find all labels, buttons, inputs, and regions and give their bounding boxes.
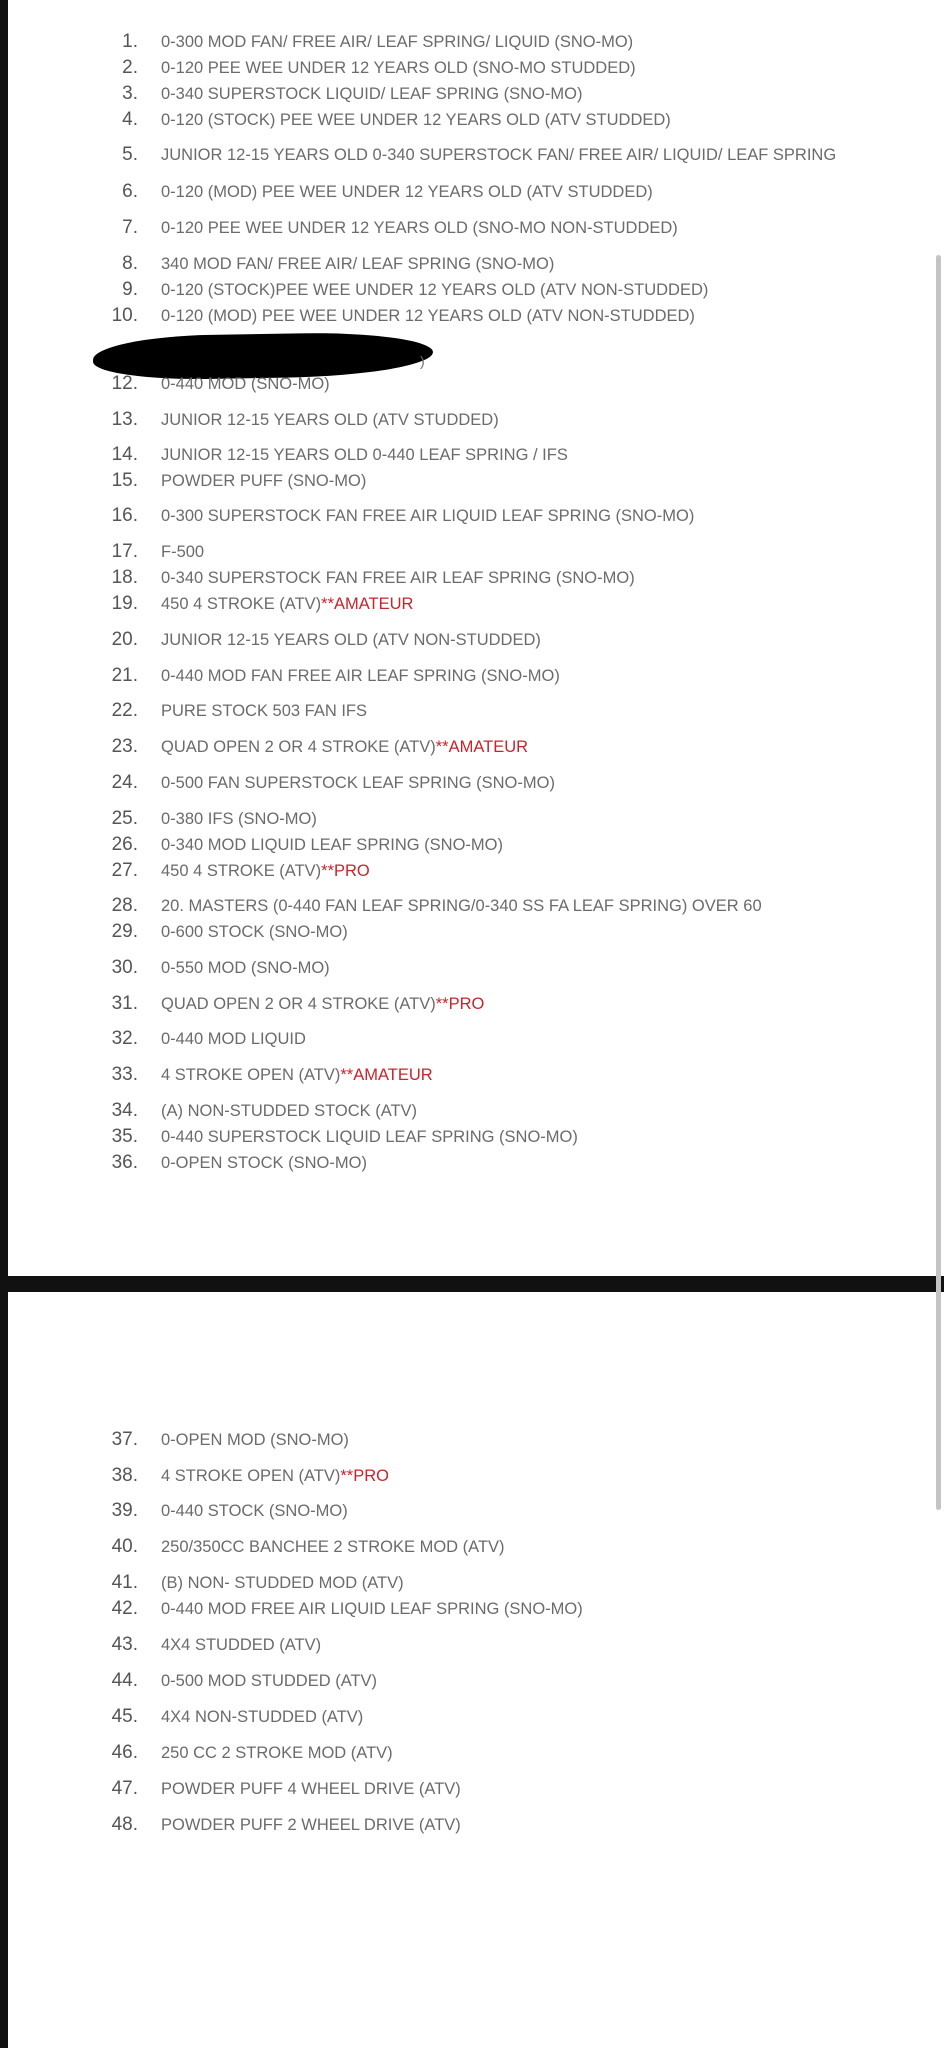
item-text <box>161 503 694 529</box>
item-number: 15. <box>111 470 138 491</box>
list-item <box>8 1498 944 1524</box>
item-number: 9. <box>122 279 138 300</box>
item-label: 340 MOD FAN/ FREE AIR/ LEAF SPRING (SNO-MO) <box>161 255 555 273</box>
item-text <box>161 1740 393 1766</box>
item-number: 34. <box>111 1100 138 1121</box>
item-label: POWDER PUFF (SNO-MO) <box>161 472 367 490</box>
list-item <box>8 442 944 468</box>
item-number: 29. <box>111 921 138 942</box>
list-item <box>8 142 944 168</box>
item-number: 45. <box>111 1706 138 1727</box>
list-item <box>8 1124 944 1150</box>
item-number: 2. <box>122 57 138 78</box>
list-item <box>8 371 944 397</box>
item-label: 0-120 (STOCK) PEE WEE UNDER 12 YEARS OLD (ATV STUDDED) <box>161 111 671 129</box>
division-tag: **AMATEUR <box>321 595 414 613</box>
list-item <box>8 539 944 565</box>
item-label: 250 CC 2 STROKE MOD (ATV) <box>161 1744 393 1762</box>
list-item <box>8 734 944 760</box>
left-border <box>0 0 8 2048</box>
item-text <box>161 1812 461 1838</box>
item-text <box>161 1596 583 1622</box>
item-label: 0-300 MOD FAN/ FREE AIR/ LEAF SPRING/ LIQUID (SNO-MO) <box>161 33 634 51</box>
item-label: 0-300 SUPERSTOCK FAN FREE AIR LIQUID LEAF SPRING (SNO-MO) <box>161 507 695 525</box>
item-text <box>161 371 330 397</box>
item-label: 0-120 PEE WEE UNDER 12 YEARS OLD (SNO-MO STUDDED) <box>161 59 636 77</box>
item-label: 0-120 PEE WEE UNDER 12 YEARS OLD (SNO-MO NON-STUDDED) <box>161 219 678 237</box>
item-text <box>161 1098 417 1124</box>
list-item <box>8 1026 944 1052</box>
item-number: 18. <box>111 567 138 588</box>
item-label: (A) NON-STUDDED STOCK (ATV) <box>161 1102 418 1120</box>
item-text <box>161 1498 348 1524</box>
item-text <box>161 1463 389 1489</box>
item-text <box>161 627 541 653</box>
item-label: 0-500 FAN SUPERSTOCK LEAF SPRING (SNO-MO) <box>161 774 555 792</box>
list-item <box>8 407 944 433</box>
item-text <box>161 442 568 468</box>
list-item <box>8 1098 944 1124</box>
list-item <box>8 770 944 796</box>
item-text <box>161 1570 404 1596</box>
item-text <box>161 1427 349 1453</box>
scrollbar-thumb[interactable] <box>936 255 941 1510</box>
item-text <box>161 893 762 919</box>
item-number: 10. <box>111 305 138 326</box>
item-label: 0-440 MOD LIQUID <box>161 1030 306 1048</box>
item-label: PURE STOCK 503 FAN IFS <box>161 702 368 720</box>
item-number: 40. <box>111 1536 138 1557</box>
list-item <box>8 81 944 107</box>
item-label: F-500 <box>161 543 205 561</box>
list-item <box>8 215 944 241</box>
item-number: 6. <box>122 181 138 202</box>
item-number: 48. <box>111 1814 138 1835</box>
item-label: 4 STROKE OPEN (ATV) <box>161 1066 341 1084</box>
item-text <box>161 565 635 591</box>
item-number: 42. <box>111 1598 138 1619</box>
item-text <box>161 1776 461 1802</box>
item-text <box>161 29 633 55</box>
item-text <box>161 1150 367 1176</box>
list-item <box>8 806 944 832</box>
item-number: 47. <box>111 1778 138 1799</box>
item-text <box>161 770 555 796</box>
list-item <box>8 919 944 945</box>
item-number: 16. <box>111 505 138 526</box>
division-tag: **AMATEUR <box>340 1066 433 1084</box>
item-text <box>161 539 204 565</box>
item-number: 30. <box>111 957 138 978</box>
item-number: 36. <box>111 1152 138 1173</box>
item-label: 0-550 MOD (SNO-MO) <box>161 959 330 977</box>
item-label: 0-340 SUPERSTOCK LIQUID/ LEAF SPRING (SNO-MO) <box>161 85 583 103</box>
item-text <box>161 107 671 133</box>
list-item <box>8 1427 944 1453</box>
item-label: 20. MASTERS (0-440 FAN LEAF SPRING/0-340 SS FA LEAF SPRING) OVER 60 <box>161 897 762 915</box>
list-item <box>8 1776 944 1802</box>
list-item <box>8 277 944 303</box>
item-text <box>161 663 560 689</box>
item-label: 0-380 IFS (SNO-MO) <box>161 810 317 828</box>
list-item <box>8 55 944 81</box>
item-text <box>161 303 695 329</box>
item-number: 21. <box>111 665 138 686</box>
list-item <box>8 503 944 529</box>
item-number: 5. <box>122 144 138 165</box>
item-number: 46. <box>111 1742 138 1763</box>
list-item <box>8 107 944 133</box>
item-label: QUAD OPEN 2 OR 4 STROKE (ATV) <box>161 738 436 756</box>
item-text <box>161 858 370 884</box>
item-number: 13. <box>111 409 138 430</box>
item-label: 0-120 (STOCK)PEE WEE UNDER 12 YEARS OLD (ATV NON-STUDDED) <box>161 281 709 299</box>
item-number: 28. <box>111 895 138 916</box>
item-text <box>161 142 836 168</box>
item-text <box>161 1026 306 1052</box>
item-number: 7. <box>122 217 138 238</box>
list-item <box>8 591 944 617</box>
item-number: 43. <box>111 1634 138 1655</box>
division-tag: **PRO <box>435 995 485 1013</box>
item-number: 23. <box>111 736 138 757</box>
item-number: 41. <box>111 1572 138 1593</box>
item-label: JUNIOR 12-15 YEARS OLD (ATV STUDDED) <box>161 411 499 429</box>
item-number: 12. <box>111 373 138 394</box>
list-item <box>8 303 944 329</box>
item-text <box>161 215 678 241</box>
list-item <box>8 1740 944 1766</box>
list-item <box>8 251 944 277</box>
item-text <box>161 734 528 760</box>
item-label: 4X4 STUDDED (ATV) <box>161 1636 322 1654</box>
item-number: 14. <box>111 444 138 465</box>
division-tag: **AMATEUR <box>435 738 529 756</box>
item-label: (B) NON- STUDDED MOD (ATV) <box>161 1574 404 1592</box>
item-label: JUNIOR 12-15 YEARS OLD 0-440 LEAF SPRING / IFS <box>161 446 568 464</box>
item-label: 0-440 MOD (SNO-MO) <box>161 375 330 393</box>
item-label: 0-440 SUPERSTOCK LIQUID LEAF SPRING (SNO-MO) <box>161 1128 578 1146</box>
list-item <box>8 1668 944 1694</box>
item-label: 0-120 (MOD) PEE WEE UNDER 12 YEARS OLD (ATV NON-STUDDED) <box>161 307 695 325</box>
item-number: 35. <box>111 1126 138 1147</box>
item-number: 20. <box>111 629 138 650</box>
list-item <box>8 858 944 884</box>
list-item <box>8 663 944 689</box>
item-number: 24. <box>111 772 138 793</box>
list-item <box>8 1704 944 1730</box>
item-text <box>161 277 708 303</box>
document-page-1 <box>8 0 944 1276</box>
item-label: 450 4 STROKE (ATV) <box>161 862 322 880</box>
item-label: 250/350CC BANCHEE 2 STROKE MOD (ATV) <box>161 1538 505 1556</box>
item-number: 17. <box>111 541 138 562</box>
item-number: 22. <box>111 700 138 721</box>
list-item <box>8 1596 944 1622</box>
item-text <box>161 1632 321 1658</box>
item-number: 33. <box>111 1064 138 1085</box>
item-label: 0-440 MOD FREE AIR LIQUID LEAF SPRING (SNO-MO) <box>161 1600 583 1618</box>
list-item <box>8 1812 944 1838</box>
item-number: 4. <box>122 109 138 130</box>
page-divider <box>0 1276 944 1292</box>
list-item <box>8 468 944 494</box>
item-label: JUNIOR 12-15 YEARS OLD 0-340 SUPERSTOCK FAN/ FREE AIR/ LIQUID/ LEAF SPRING <box>161 146 837 164</box>
item-label: 450 4 STROKE (ATV) <box>161 595 322 613</box>
item-label: 4X4 NON-STUDDED (ATV) <box>161 1708 364 1726</box>
item-text <box>161 468 366 494</box>
document-page-2 <box>8 1292 944 2048</box>
item-number: 26. <box>111 834 138 855</box>
item-label: 0-340 MOD LIQUID LEAF SPRING (SNO-MO) <box>161 836 503 854</box>
item-label: 0-OPEN STOCK (SNO-MO) <box>161 1154 367 1172</box>
item-label: JUNIOR 12-15 YEARS OLD (ATV NON-STUDDED) <box>161 631 541 649</box>
item-label: 4 STROKE OPEN (ATV) <box>161 1467 341 1485</box>
item-number: 25. <box>111 808 138 829</box>
redaction-tail-text: ) <box>420 353 425 369</box>
item-number: 32. <box>111 1028 138 1049</box>
item-text <box>161 81 582 107</box>
list-item <box>8 1632 944 1658</box>
item-label: 0-600 STOCK (SNO-MO) <box>161 923 348 941</box>
division-tag: **PRO <box>321 862 370 880</box>
item-number: 8. <box>122 253 138 274</box>
item-label: 0-440 STOCK (SNO-MO) <box>161 1502 348 1520</box>
item-label: QUAD OPEN 2 OR 4 STROKE (ATV) <box>161 995 436 1013</box>
item-label: POWDER PUFF 4 WHEEL DRIVE (ATV) <box>161 1780 461 1798</box>
list-item <box>8 893 944 919</box>
item-text <box>161 955 330 981</box>
item-text <box>161 55 636 81</box>
item-text <box>161 698 367 724</box>
list-item <box>8 179 944 205</box>
list-item <box>8 627 944 653</box>
item-text <box>161 1124 578 1150</box>
item-number: 3. <box>122 83 138 104</box>
item-number: 39. <box>111 1500 138 1521</box>
item-number: 31. <box>111 993 138 1014</box>
item-number: 19. <box>111 593 138 614</box>
list-item <box>8 955 944 981</box>
division-tag: **PRO <box>340 1467 389 1485</box>
item-number: 37. <box>111 1429 138 1450</box>
list-item <box>8 1534 944 1560</box>
item-label: 0-500 MOD STUDDED (ATV) <box>161 1672 378 1690</box>
item-label: 0-120 (MOD) PEE WEE UNDER 12 YEARS OLD (ATV STUDDED) <box>161 183 653 201</box>
item-text <box>161 991 484 1017</box>
list-item <box>8 698 944 724</box>
item-number: 27. <box>111 860 138 881</box>
item-text <box>161 1668 377 1694</box>
list-item <box>8 1570 944 1596</box>
item-text <box>161 919 348 945</box>
item-text <box>161 832 503 858</box>
list-item <box>8 832 944 858</box>
item-label: 0-OPEN MOD (SNO-MO) <box>161 1431 349 1449</box>
item-number: 1. <box>122 31 138 52</box>
item-text <box>161 806 317 832</box>
list-item <box>8 1062 944 1088</box>
item-text <box>161 1704 363 1730</box>
item-label: 0-440 MOD FAN FREE AIR LEAF SPRING (SNO-MO) <box>161 667 560 685</box>
list-item <box>8 1150 944 1176</box>
item-number: 44. <box>111 1670 138 1691</box>
item-text <box>161 251 554 277</box>
item-label: POWDER PUFF 2 WHEEL DRIVE (ATV) <box>161 1816 461 1834</box>
item-number: 38. <box>111 1465 138 1486</box>
list-item <box>8 565 944 591</box>
item-text <box>161 1062 433 1088</box>
item-label: 0-340 SUPERSTOCK FAN FREE AIR LEAF SPRING (SNO-MO) <box>161 569 635 587</box>
list-item <box>8 1463 944 1489</box>
item-text <box>161 179 653 205</box>
item-text <box>161 1534 505 1560</box>
item-text <box>161 591 413 617</box>
item-text <box>161 407 499 433</box>
list-item <box>8 29 944 55</box>
list-item <box>8 991 944 1017</box>
